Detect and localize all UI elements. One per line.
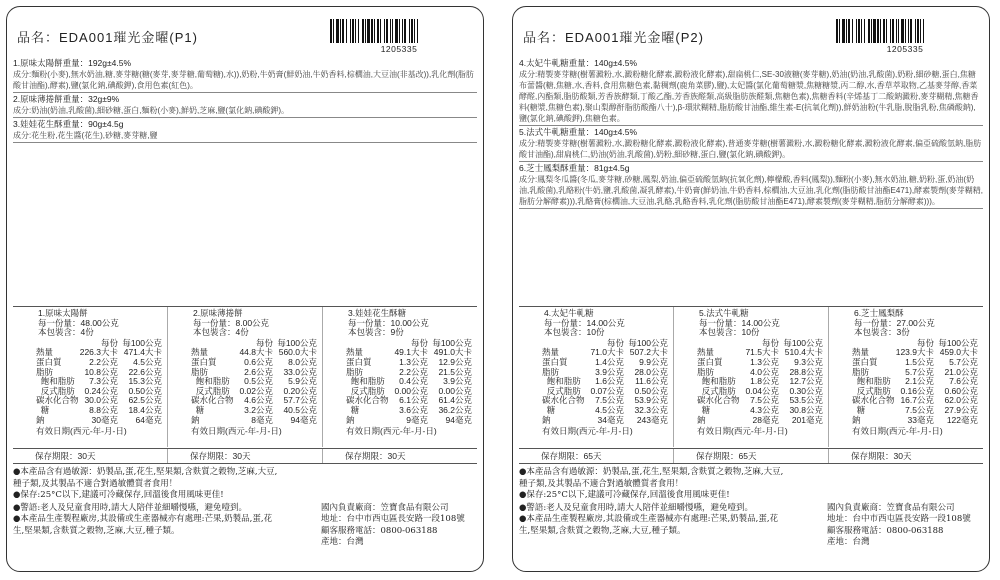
nutrient-label: 脂肪 bbox=[191, 366, 209, 377]
nutrient-per-100g: 21.0公克 bbox=[944, 366, 978, 377]
nutrition-table bbox=[13, 307, 168, 447]
nutrient-label: 反式脂肪 bbox=[542, 385, 581, 396]
nutrient-label: 碳水化合物 bbox=[346, 395, 389, 406]
importer-address: 地址：台中市西屯區長安路一段108號 bbox=[827, 514, 971, 524]
serving-size: 每一份量：48.00公克 bbox=[38, 317, 119, 328]
nutrient-per-100g: 22.6公克 bbox=[128, 366, 162, 377]
ingredient-title: 3.娃娃花生酥重量：90g±4.5g bbox=[13, 119, 124, 129]
ingredient-block bbox=[13, 93, 477, 118]
nutrient-per-100g: 0.60公克 bbox=[944, 385, 978, 396]
ingredient-title: 6.芝士鳳梨酥重量：81g±4.5g bbox=[519, 163, 630, 173]
nutrient-per-serving: 0.04公克 bbox=[745, 385, 779, 396]
nutrient-per-100g: 0.20公克 bbox=[283, 385, 317, 396]
nutrient-per-serving: 3.2公克 bbox=[244, 404, 273, 415]
nutrition-product-name: 6.芝士鳳梨酥 bbox=[854, 308, 904, 318]
col-per-serving: 每份 bbox=[410, 337, 428, 348]
nutrient-per-100g: 53.9公克 bbox=[634, 395, 668, 406]
nutrient-per-serving: 7.5公克 bbox=[750, 395, 779, 406]
col-per-100g: 每100公克 bbox=[432, 337, 472, 348]
nutrition-product-name: 5.法式牛軋糖 bbox=[699, 308, 749, 318]
nutrient-label: 鈉 bbox=[36, 414, 45, 425]
customer-hotline: 顧客服務電話：0800-063188 bbox=[321, 525, 438, 536]
nutrient-per-serving: 4.6公克 bbox=[244, 395, 273, 406]
ingredient-title: 4.太妃牛軋糖重量：140g±4.5% bbox=[519, 58, 638, 68]
servings-per-pack: 本包裝含：4份 bbox=[193, 327, 249, 338]
nutrition-section bbox=[519, 306, 983, 447]
nutrient-label: 飽和脂肪 bbox=[36, 376, 75, 387]
nutrient-per-serving: 7.5公克 bbox=[595, 395, 624, 406]
col-per-serving: 每份 bbox=[606, 337, 624, 348]
serving-size: 每一份量：8.00公克 bbox=[193, 317, 270, 328]
nutrient-per-100g: 11.6公克 bbox=[635, 376, 668, 387]
ingredient-block bbox=[519, 57, 983, 126]
nutrient-label: 脂肪 bbox=[697, 366, 715, 377]
ingredient-text: 成分:花生粉,花生醬(花生),砂糖,麥芽糖,鹽 bbox=[13, 131, 158, 140]
product-title: 品名：EDA001璀光金曜(P2) bbox=[523, 30, 704, 45]
nutrient-label: 脂肪 bbox=[852, 366, 870, 377]
nutrition-grid bbox=[326, 339, 474, 425]
label-footer bbox=[519, 467, 983, 549]
origin: 產地：台灣 bbox=[827, 537, 870, 547]
expiry-date-label: 有效日期(西元-年-月-日) bbox=[36, 426, 127, 437]
nutrient-per-serving: 0.00公克 bbox=[394, 385, 428, 396]
col-per-serving: 每份 bbox=[255, 337, 273, 348]
col-per-100g: 每100公克 bbox=[277, 337, 317, 348]
ingredient-text: 成分:麵粉(小麥),無水奶油,糖,麥芽糖(糖(麥芽,麥芽糖,葡萄糖),水)),奶粉,牛奶膏(鮮奶油,牛奶香料,棕櫚油,大豆油(非基改)),乳化劑(脂肪酸甘油酯),酵素),鹽(氯化鈉,碘酸鉀),食用色素(紅色)。 bbox=[13, 70, 474, 90]
nutrient-label: 飽和脂肪 bbox=[191, 376, 230, 387]
factory-line: 生,堅果類,含麩質之穀物,芝麻,大豆,種子類。 bbox=[519, 525, 686, 536]
nutrient-per-serving: 1.5公克 bbox=[905, 356, 934, 367]
nutrient-label: 蛋白質 bbox=[542, 356, 568, 367]
nutrient-per-100g: 0.00公克 bbox=[438, 385, 472, 396]
nutrient-label: 飽和脂肪 bbox=[346, 376, 385, 387]
nutrient-per-serving: 71.0大卡 bbox=[590, 347, 624, 358]
nutrition-grid bbox=[171, 339, 319, 425]
nutrition-table bbox=[519, 307, 674, 447]
nutrient-per-100g: 122毫克 bbox=[946, 414, 978, 425]
servings-per-pack: 本包裝含：10份 bbox=[544, 327, 605, 338]
serving-size: 每一份量：14.00公克 bbox=[544, 317, 625, 328]
nutrient-per-100g: 36.2公克 bbox=[438, 404, 472, 415]
nutrient-per-serving: 8.8公克 bbox=[89, 404, 118, 415]
nutrient-per-100g: 8.0公克 bbox=[288, 356, 317, 367]
nutrient-per-serving: 0.16公克 bbox=[900, 385, 934, 396]
nutrient-per-serving: 123.9大卡 bbox=[895, 347, 934, 358]
nutrient-per-100g: 40.5公克 bbox=[283, 404, 317, 415]
nutrient-per-100g: 62.5公克 bbox=[128, 395, 162, 406]
nutrient-per-serving: 3.6公克 bbox=[399, 404, 428, 415]
nutrient-per-serving: 10.8公克 bbox=[84, 366, 118, 377]
importer-info bbox=[321, 503, 465, 549]
nutrient-per-100g: 560.0大卡 bbox=[278, 347, 317, 358]
nutrient-per-serving: 30毫克 bbox=[91, 414, 118, 425]
nutrition-grid bbox=[677, 339, 825, 425]
shelf-life: 保存期限：30天 bbox=[168, 449, 323, 463]
allergen-line: 種子類,及其製品不適合對過敏體質者食用！ bbox=[519, 478, 684, 489]
nutrient-label: 鈉 bbox=[346, 414, 355, 425]
nutrient-per-100g: 7.6公克 bbox=[949, 376, 978, 387]
nutrient-per-100g: 28.0公克 bbox=[634, 366, 668, 377]
nutrient-per-serving: 2.6公克 bbox=[244, 366, 273, 377]
shelf-life-row bbox=[13, 448, 477, 464]
nutrient-per-serving: 6.1公克 bbox=[399, 395, 428, 406]
nutrition-table bbox=[829, 307, 983, 447]
nutrient-per-serving: 4.0公克 bbox=[750, 366, 779, 377]
label-header bbox=[7, 17, 483, 53]
nutrient-per-serving: 0.02公克 bbox=[239, 385, 273, 396]
nutrient-label: 蛋白質 bbox=[697, 356, 723, 367]
nutrient-per-serving: 3.9公克 bbox=[595, 366, 624, 377]
nutrition-product-name: 1.原味太陽餅 bbox=[38, 308, 88, 318]
nutrient-label: 脂肪 bbox=[346, 366, 364, 377]
expiry-date-label: 有效日期(西元-年-月-日) bbox=[697, 426, 788, 437]
ingredient-text: 成分:鳳梨冬瓜醬(冬瓜,麥芽糖,砂糖,鳳梨,奶油,偏亞硫酸氫鈉(抗氧化劑),檸檬酸,香料(鳳梨)),麵粉(小麥),無水奶油,糖,奶粉,蛋,奶油(奶油,乳酸菌),乳酪粉(牛奶,鹽,乳酸菌,凝乳酵素),牛奶膏(鮮奶油,牛奶香料,棕櫚油,大豆油,乳化劑(脂肪酸甘油酯E471),酵素製劑(麥芽糊精,脂肪分解酵素))),乳酪膏(棕櫚油,大豆油,乳酪,乳酪香料,乳化劑(脂肪酸甘油酯E471),酵素製劑(麥芽糊精,脂肪分解酵素)))。 bbox=[519, 175, 983, 206]
nutrient-per-100g: 201毫克 bbox=[791, 414, 823, 425]
nutrient-per-serving: 0.6公克 bbox=[244, 356, 273, 367]
ingredient-title: 5.法式牛軋糖重量：140g±4.5% bbox=[519, 127, 638, 137]
ingredient-title: 1.原味太陽餅重量：192g±4.5% bbox=[13, 58, 132, 68]
nutrient-per-serving: 1.3公克 bbox=[399, 356, 428, 367]
nutrient-label: 脂肪 bbox=[542, 366, 560, 377]
importer-name: 國內負責廠商：笠寶食品有限公司 bbox=[827, 502, 955, 513]
barcode-bars-icon bbox=[835, 19, 975, 43]
nutrient-label: 反式脂肪 bbox=[852, 385, 891, 396]
nutrition-table bbox=[168, 307, 323, 447]
nutrient-label: 糖 bbox=[697, 404, 711, 415]
factory-line: ●本產品生產製程廠房,其設備或生產器械亦有處理:芒果,奶製品,蛋,花 bbox=[519, 514, 779, 524]
nutrient-per-serving: 44.8大卡 bbox=[239, 347, 273, 358]
expiry-date-label: 有效日期(西元-年-月-日) bbox=[542, 426, 633, 437]
nutrient-per-serving: 16.7公克 bbox=[900, 395, 934, 406]
expiry-date-label: 有效日期(西元-年-月-日) bbox=[191, 426, 282, 437]
footer-left bbox=[13, 503, 313, 549]
nutrient-per-serving: 33毫克 bbox=[907, 414, 934, 425]
nutrient-per-serving: 34毫克 bbox=[597, 414, 624, 425]
col-per-100g: 每100公克 bbox=[783, 337, 823, 348]
nutrient-label: 脂肪 bbox=[36, 366, 54, 377]
nutrition-product-name: 4.太妃牛軋糖 bbox=[544, 308, 594, 318]
nutrient-per-serving: 2.2公克 bbox=[89, 356, 118, 367]
nutrient-label: 蛋白質 bbox=[191, 356, 217, 367]
barcode-number: 1205335 bbox=[886, 44, 924, 54]
expiry-date-label: 有效日期(西元-年-月-日) bbox=[852, 426, 943, 437]
nutrient-per-100g: 94毫克 bbox=[445, 414, 472, 425]
nutrient-per-serving: 8毫克 bbox=[251, 414, 273, 425]
nutrient-label: 糖 bbox=[346, 404, 360, 415]
nutrient-per-100g: 57.7公克 bbox=[283, 395, 317, 406]
ingredient-block bbox=[519, 126, 983, 162]
servings-per-pack: 本包裝含：4份 bbox=[38, 327, 94, 338]
label-panel-p1 bbox=[6, 6, 484, 572]
ingredient-title: 2.原味薄捲餅重量：32g±9% bbox=[13, 94, 120, 104]
storage-line: ●保存:25°C以下,建議可冷藏保存,回溫後食用風味更佳! bbox=[13, 490, 224, 500]
nutrient-per-100g: 64毫克 bbox=[135, 414, 162, 425]
nutrient-label: 鈉 bbox=[191, 414, 200, 425]
nutrient-per-serving: 226.3大卡 bbox=[79, 347, 118, 358]
nutrient-per-100g: 94毫克 bbox=[290, 414, 317, 425]
nutrient-per-serving: 4.5公克 bbox=[595, 404, 624, 415]
footer-left bbox=[519, 503, 819, 549]
shelf-life: 保存期限：30天 bbox=[345, 451, 406, 461]
caution-line: ●警語:老人及兒童食用時,請大人陪伴並細嚼慢嚥，避免噎到。 bbox=[13, 502, 247, 513]
nutrient-label: 蛋白質 bbox=[36, 356, 62, 367]
nutrient-per-serving: 4.3公克 bbox=[750, 404, 779, 415]
ingredients-section bbox=[13, 57, 477, 143]
nutrition-table bbox=[323, 307, 477, 447]
barcode-number: 1205335 bbox=[380, 44, 418, 54]
nutrient-per-100g: 0.30公克 bbox=[789, 385, 823, 396]
nutrient-label: 熱量 bbox=[346, 347, 364, 358]
footer-bottom bbox=[13, 503, 477, 549]
nutrient-per-100g: 0.50公克 bbox=[634, 385, 668, 396]
nutrient-per-100g: 30.8公克 bbox=[789, 404, 823, 415]
nutrient-per-serving: 0.4公克 bbox=[399, 376, 428, 387]
nutrient-per-100g: 12.9公克 bbox=[438, 356, 472, 367]
allergen-line: 種子類,及其製品不適合對過敏體質者食用！ bbox=[13, 478, 178, 489]
label-panel-p2 bbox=[512, 6, 990, 572]
nutrition-section bbox=[13, 306, 477, 447]
nutrition-grid bbox=[522, 339, 670, 425]
nutrient-label: 鈉 bbox=[852, 414, 861, 425]
nutrient-per-serving: 2.2公克 bbox=[399, 366, 428, 377]
nutrient-label: 熱量 bbox=[36, 347, 54, 358]
col-per-100g: 每100公克 bbox=[122, 337, 162, 348]
nutrient-label: 碳水化合物 bbox=[697, 395, 740, 406]
nutrient-per-serving: 0.07公克 bbox=[590, 385, 624, 396]
nutrient-per-serving: 2.1公克 bbox=[905, 376, 934, 387]
label-header bbox=[513, 17, 989, 53]
nutrient-per-100g: 28.8公克 bbox=[789, 366, 823, 377]
nutrient-per-serving: 1.4公克 bbox=[595, 356, 624, 367]
ingredients-section bbox=[519, 57, 983, 209]
nutrient-label: 糖 bbox=[542, 404, 556, 415]
origin: 產地：台灣 bbox=[321, 537, 364, 547]
caution-line: ●警語:老人及兒童食用時,請大人陪伴並細嚼慢嚥，避免噎到。 bbox=[519, 502, 753, 513]
nutrient-per-100g: 9.3公克 bbox=[794, 356, 823, 367]
nutrient-per-100g: 510.4大卡 bbox=[784, 347, 823, 358]
nutrient-per-100g: 21.5公克 bbox=[438, 366, 472, 377]
nutrient-per-serving: 1.3公克 bbox=[750, 356, 779, 367]
nutrition-table bbox=[674, 307, 829, 447]
nutrient-per-100g: 15.3公克 bbox=[128, 376, 162, 387]
nutrient-per-100g: 243毫克 bbox=[636, 414, 668, 425]
importer-address: 地址：台中市西屯區長安路一段108號 bbox=[321, 514, 465, 524]
nutrition-grid bbox=[832, 339, 980, 425]
shelf-life: 保存期限：65天 bbox=[674, 449, 829, 463]
nutrient-label: 熱量 bbox=[697, 347, 715, 358]
nutrition-product-name: 3.娃娃花生酥糖 bbox=[348, 308, 407, 318]
nutrient-per-100g: 32.3公克 bbox=[634, 404, 668, 415]
label-footer bbox=[13, 467, 477, 549]
nutrient-per-100g: 4.5公克 bbox=[133, 356, 162, 367]
shelf-life: 保存期限：30天 bbox=[851, 451, 912, 461]
col-per-serving: 每份 bbox=[100, 337, 118, 348]
nutrient-label: 飽和脂肪 bbox=[852, 376, 891, 387]
importer-info bbox=[827, 503, 971, 549]
nutrient-per-100g: 471.4大卡 bbox=[123, 347, 162, 358]
nutrient-label: 糖 bbox=[191, 404, 205, 415]
nutrient-per-serving: 7.5公克 bbox=[905, 404, 934, 415]
serving-size: 每一份量：27.00公克 bbox=[854, 317, 935, 328]
servings-per-pack: 本包裝含：3份 bbox=[854, 327, 910, 338]
nutrient-per-serving: 0.24公克 bbox=[84, 385, 118, 396]
nutrient-label: 熱量 bbox=[542, 347, 560, 358]
nutrient-label: 反式脂肪 bbox=[697, 385, 736, 396]
nutrient-label: 糖 bbox=[36, 404, 50, 415]
nutrient-per-100g: 18.4公克 bbox=[128, 404, 162, 415]
ingredient-text: 成分:奶油(奶油,乳酸菌),細砂糖,蛋白,麵粉(小麥),鮮奶,芝麻,鹽(氯化鈉,碘酸鉀)。 bbox=[13, 106, 289, 115]
nutrient-per-100g: 3.9公克 bbox=[443, 376, 472, 387]
expiry-date-label: 有效日期(西元-年-月-日) bbox=[346, 426, 437, 437]
serving-size: 每一份量：14.00公克 bbox=[699, 317, 780, 328]
barcode bbox=[835, 19, 975, 53]
nutrient-per-100g: 5.7公克 bbox=[949, 356, 978, 367]
nutrient-label: 反式脂肪 bbox=[191, 385, 230, 396]
nutrient-label: 蛋白質 bbox=[852, 356, 878, 367]
nutrient-label: 熱量 bbox=[191, 347, 209, 358]
col-per-100g: 每100公克 bbox=[628, 337, 668, 348]
col-per-serving: 每份 bbox=[916, 337, 934, 348]
nutrient-per-serving: 7.3公克 bbox=[89, 376, 118, 387]
customer-hotline: 顧客服務電話：0800-063188 bbox=[827, 525, 944, 536]
nutrient-label: 反式脂肪 bbox=[346, 385, 385, 396]
nutrient-per-serving: 28毫克 bbox=[752, 414, 779, 425]
ingredient-text: 成分:精製麥芽糖(樹薯澱粉,水,澱粉糖化酵素,澱粉液化酵素),甜扁桃仁,SE-30液糖(麥芽糖),奶油(奶油,乳酸菌),奶粉,細砂糖,蛋白,焦糖布蕾醬(糖,焦糖,水,香料,食用焦糖色素,黏稠劑(鹿角菜膠),鹽),太妃醬(氯化葡萄糖漿,焦糖糖漿,丙二醇,水,香草萃取物,乙基麥芽醇,香菜酵醛,內酯類,脂肪酸類,芳香族酵類,丁酸乙酯,芳香族醛類,高級脂肪族醛類,焦糖色素),焦糖香料(辛烯基丁二酸鈉澱粉,麥芽糊精,焦糖香料(糖漿,焦糖色素),聚山梨醇酐脂肪酸酯八十),β-環狀糊精,脂肪酸甘油酯,維生素-E(抗氧化劑)),鮮奶油粉(牛乳脂,脫脂乳粉,焦磷酸鈉),鹽(氯化鈉,碘酸鉀),焦糖色素。 bbox=[519, 70, 979, 123]
nutrient-label: 鈉 bbox=[697, 414, 706, 425]
nutrient-per-100g: 62.0公克 bbox=[944, 395, 978, 406]
nutrient-per-serving: 1.6公克 bbox=[595, 376, 624, 387]
col-per-100g: 每100公克 bbox=[938, 337, 978, 348]
importer-name: 國內負責廠商：笠寶食品有限公司 bbox=[321, 502, 449, 513]
nutrient-per-100g: 53.5公克 bbox=[789, 395, 823, 406]
nutrient-label: 鈉 bbox=[542, 414, 551, 425]
nutrient-label: 反式脂肪 bbox=[36, 385, 75, 396]
barcode bbox=[329, 19, 469, 53]
nutrient-per-serving: 49.1大卡 bbox=[394, 347, 428, 358]
col-per-serving: 每份 bbox=[761, 337, 779, 348]
nutrient-per-serving: 1.8公克 bbox=[750, 376, 779, 387]
nutrient-per-100g: 33.0公克 bbox=[283, 366, 317, 377]
shelf-life: 保存期限：65天 bbox=[519, 449, 674, 463]
nutrient-label: 碳水化合物 bbox=[191, 395, 234, 406]
ingredient-block bbox=[13, 57, 477, 93]
nutrient-label: 碳水化合物 bbox=[852, 395, 895, 406]
nutrient-label: 碳水化合物 bbox=[542, 395, 585, 406]
nutrient-per-100g: 491.0大卡 bbox=[433, 347, 472, 358]
nutrient-per-100g: 507.2大卡 bbox=[629, 347, 668, 358]
nutrient-per-serving: 5.7公克 bbox=[905, 366, 934, 377]
nutrient-per-100g: 27.9公克 bbox=[944, 404, 978, 415]
nutrient-label: 糖 bbox=[852, 404, 866, 415]
servings-per-pack: 本包裝含：10份 bbox=[699, 327, 760, 338]
serving-size: 每一份量：10.00公克 bbox=[348, 317, 429, 328]
nutrient-per-100g: 5.9公克 bbox=[288, 376, 317, 387]
nutrient-per-serving: 9毫克 bbox=[406, 414, 428, 425]
nutrient-label: 熱量 bbox=[852, 347, 870, 358]
shelf-life: 保存期限：30天 bbox=[13, 449, 168, 463]
nutrient-per-100g: 9.9公克 bbox=[639, 356, 668, 367]
product-title: 品名：EDA001璀光金曜(P1) bbox=[17, 30, 198, 45]
ingredient-text: 成分:精製麥芽糖(樹薯澱粉,水,澱粉糖化酵素,澱粉液化酵素),普通麥芽糖(樹薯澱粉,水,澱粉糖化酵素,澱粉液化酵素,偏亞硫酸氫鈉,脂肪酸甘油酯),甜扁桃仁,奶油(奶油,乳酸菌),奶粉,細砂糖,蛋白,鹽(氯化鈉,碘酸鉀)。 bbox=[519, 139, 982, 159]
barcode-bars-icon bbox=[329, 19, 469, 43]
nutrient-per-100g: 459.0大卡 bbox=[939, 347, 978, 358]
nutrient-per-serving: 0.5公克 bbox=[244, 376, 273, 387]
nutrient-label: 碳水化合物 bbox=[36, 395, 79, 406]
nutrition-product-name: 2.原味薄捲餅 bbox=[193, 308, 243, 318]
nutrient-per-100g: 12.7公克 bbox=[789, 376, 823, 387]
nutrient-per-serving: 71.5大卡 bbox=[745, 347, 779, 358]
servings-per-pack: 本包裝含：9份 bbox=[348, 327, 404, 338]
nutrition-grid bbox=[16, 339, 164, 425]
storage-line: ●保存:25°C以下,建議可冷藏保存,回溫後食用風味更佳! bbox=[519, 490, 730, 500]
nutrient-label: 蛋白質 bbox=[346, 356, 372, 367]
factory-line: 生,堅果類,含麩質之穀物,芝麻,大豆,種子類。 bbox=[13, 525, 180, 536]
ingredient-block bbox=[13, 118, 477, 143]
ingredient-block bbox=[519, 162, 983, 209]
shelf-life-row bbox=[519, 448, 983, 464]
nutrient-per-serving: 30.0公克 bbox=[84, 395, 118, 406]
nutrient-label: 飽和脂肪 bbox=[697, 376, 736, 387]
allergen-line: ●本產品含有過敏源：奶製品,蛋,花生,堅果類,含麩質之穀物,芝麻,大豆, bbox=[13, 467, 278, 477]
factory-line: ●本產品生產製程廠房,其設備或生產器械亦有處理:芒果,奶製品,蛋,花 bbox=[13, 514, 273, 524]
nutrient-label: 飽和脂肪 bbox=[542, 376, 581, 387]
nutrient-per-100g: 0.50公克 bbox=[128, 385, 162, 396]
allergen-line: ●本產品含有過敏源：奶製品,蛋,花生,堅果類,含麩質之穀物,芝麻,大豆, bbox=[519, 467, 784, 477]
nutrient-per-100g: 61.4公克 bbox=[438, 395, 472, 406]
footer-bottom bbox=[519, 503, 983, 549]
